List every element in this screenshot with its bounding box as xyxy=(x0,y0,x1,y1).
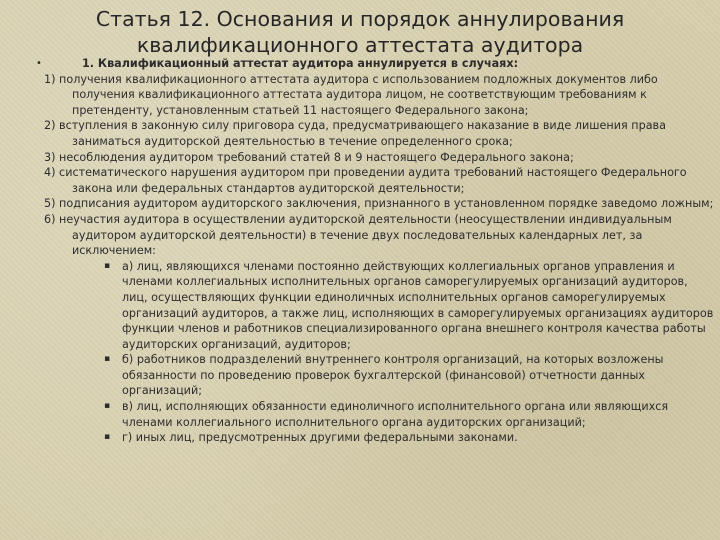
article-body xyxy=(36,56,716,446)
list-item: 3) несоблюдения аудитором требований статей 8 и 9 настоящего Федерального закона; xyxy=(44,150,574,164)
square-bullet-icon: ▪ xyxy=(104,401,111,412)
sub-list-item xyxy=(106,430,716,446)
square-bullet-icon: ▪ xyxy=(104,354,111,365)
exceptions-list xyxy=(92,259,716,446)
sub-item-text: б) работников подразделений внутреннего контроля организаций, на которых возложены обязанности по проведению проверок бухгалтерской (финансовой) отчетности данных организаций; xyxy=(122,353,664,398)
slide-title xyxy=(60,6,660,58)
bullet-icon: • xyxy=(36,58,42,69)
intro-text: 1. Квалификационный аттестат аудитора аннулируется в случаях: xyxy=(82,57,519,70)
sub-item-text: в) лиц, исполняющих обязанности единоличного исполнительного органа или являющихся членами коллегиального исполнительного органа аудиторских организаций; xyxy=(122,400,669,429)
square-bullet-icon: ▪ xyxy=(104,260,111,271)
list-item: 5) подписания аудитором аудиторского заключения, признанного в установленном порядке заведомо ложным; xyxy=(44,197,714,211)
intro-paragraph xyxy=(36,56,716,72)
list-item: 6) неучастия аудитора в осуществлении аудиторской деятельности (неосуществлении индивидуальным аудитором аудиторской деятельности) в течение двух последовательных календарных лет, за исключением: xyxy=(44,212,672,258)
title-line-1: Статья 12. Основания и порядок аннулирования xyxy=(95,7,625,31)
list-item: 4) систематического нарушения аудитором при проведении аудита требований настоящего Федерального закона или федеральных стандартов аудиторской деятельности; xyxy=(44,166,687,195)
title-line-2: квалификационного аттестата аудитора xyxy=(136,33,584,57)
square-bullet-icon: ▪ xyxy=(104,432,111,443)
list-item: 1) получения квалификационного аттестата аудитора с использованием подложных документов либо получения квалификационного аттестата аудитора лицом, не соответствующим требованиям к претенденту, установленным статьей 11 настоящего Федерального закона; xyxy=(44,72,658,117)
sub-item-text: г) иных лиц, предусмотренных другими федеральными законами. xyxy=(122,431,518,445)
sub-list-item xyxy=(106,259,716,353)
sub-list-item xyxy=(106,399,716,430)
sub-list-item xyxy=(106,352,716,399)
sub-item-text: а) лиц, являющихся членами постоянно действующих коллегиальных органов управления и членами коллегиальных исполнительных органов саморегулируемых организаций аудиторов, лиц, осуществляющих функции единоличных исполнительных органов саморегулируемых организаций аудиторов, а также лиц, исполняющих в саморегулируемых организациях аудиторов функции членов и работников специализированного органа внешнего контроля качества работы аудиторских организаций, аудиторов; xyxy=(122,259,714,351)
list-item: 2) вступления в законную силу приговора суда, предусматривающего наказание в виде лишения права заниматься аудиторской деятельностью в течение определенного срока; xyxy=(44,119,666,148)
